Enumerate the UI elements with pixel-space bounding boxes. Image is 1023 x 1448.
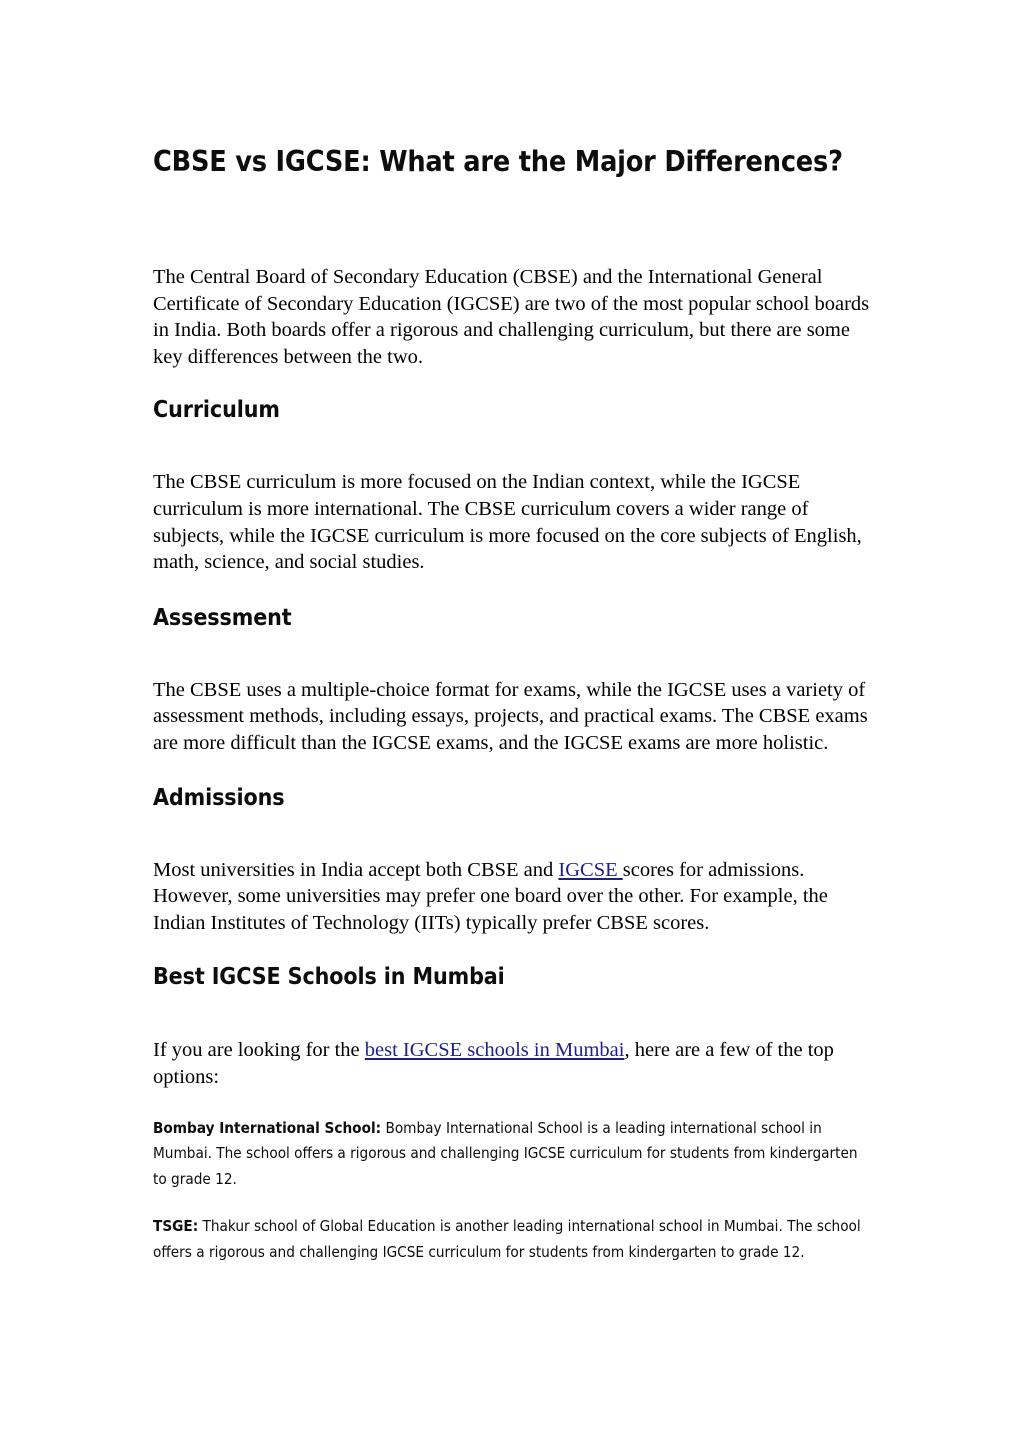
spacer (153, 991, 875, 1037)
spacer (153, 812, 875, 857)
document-content (153, 145, 875, 1265)
admissions-text-after-link: scores for admissions. However, some universities may prefer one board over the other. For example, the Indian Institutes of Technology (IITs) typically prefer CBSE scores. (153, 858, 828, 934)
best-igcse-schools-mumbai-link[interactable]: best IGCSE schools in Mumbai (364, 1039, 625, 1062)
school-entry-description: Thakur school of Global Education is another leading international school in Mumbai. The school offers a rigorous and challenging IGCSE curriculum for students from kindergarten to grade 12. (153, 1217, 861, 1261)
curriculum-paragraph: The CBSE curriculum is more focused on the Indian context, while the IGCSE curriculum is more international. The CBSE curriculum covers a wider range of subjects, while the IGCSE curriculum is more focused on the core subjects of English, math, science, and social studies. (153, 471, 862, 574)
school-entry-description: Bombay International School is a leading international school in Mumbai. The school offers a rigorous and challenging IGCSE curriculum for students from kindergarten to grade 12. (153, 1118, 858, 1188)
spacer (153, 424, 875, 469)
spacer (153, 576, 875, 604)
spacer (153, 936, 875, 963)
page-title: CBSE vs IGCSE: What are the Major Differences? (153, 145, 843, 178)
admissions-text-before-link: Most universities in India accept both CBSE and (153, 858, 559, 881)
section-heading-curriculum: Curriculum (153, 397, 280, 424)
spacer (153, 757, 875, 784)
spacer (153, 632, 875, 677)
section-heading-assessment: Assessment (153, 604, 292, 631)
best-schools-text-before-link: If you are looking for the (153, 1039, 365, 1062)
igcse-link[interactable]: IGCSE (558, 858, 623, 881)
spacer (153, 370, 875, 396)
school-entry-tsge (153, 1214, 875, 1265)
school-entry-name: Bombay International School: (153, 1118, 382, 1137)
intro-paragraph: The Central Board of Secondary Education (CBSE) and the International General Certificate of Secondary Education (IGCSE) are two of the most popular school boards in India. Both boards offer a rigorous and challenging curriculum, but there are some key differences between the two. (153, 266, 870, 368)
admissions-paragraph (153, 857, 875, 937)
spacer (153, 1091, 875, 1116)
spacer (153, 179, 875, 264)
assessment-paragraph: The CBSE uses a multiple-choice format for exams, while the IGCSE uses a variety of assessment methods, including essays, projects, and practical exams. The CBSE exams are more difficult than the IGCSE exams, and the IGCSE exams are more holistic. (153, 678, 868, 754)
school-entry-bombay (153, 1116, 875, 1193)
spacer (153, 1192, 875, 1214)
school-entry-name: TSGE: (153, 1217, 199, 1235)
section-heading-admissions: Admissions (153, 784, 285, 811)
section-heading-best-schools: Best IGCSE Schools in Mumbai (153, 964, 505, 991)
best-schools-text-after-link: , here are a few of the top options: (153, 1039, 834, 1088)
best-schools-paragraph (153, 1037, 875, 1090)
